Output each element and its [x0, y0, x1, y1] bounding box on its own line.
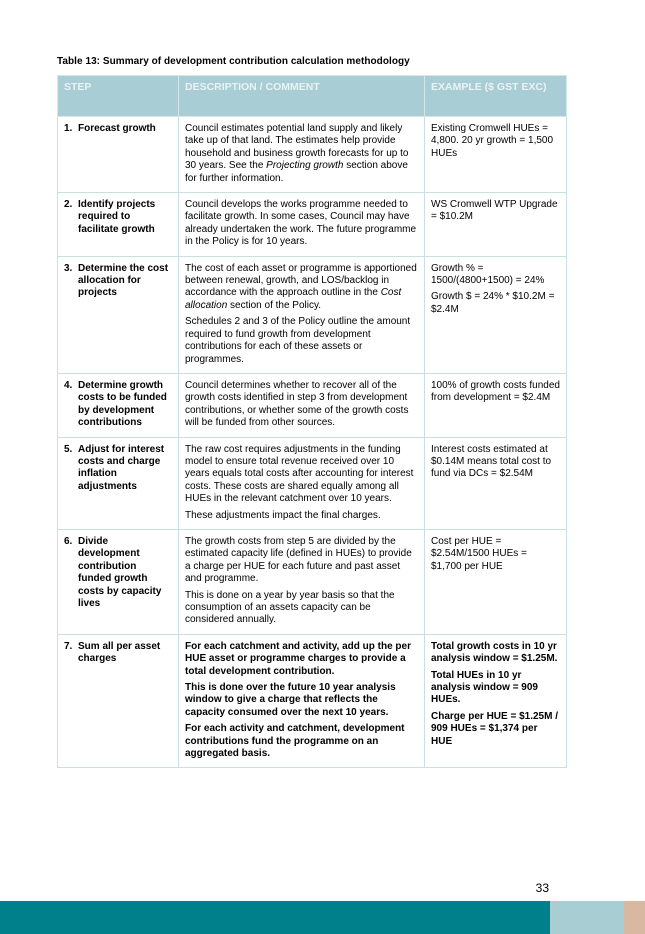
description-paragraph — [185, 444, 418, 506]
header-example: EXAMPLE ($ GST EXC) — [425, 76, 567, 117]
example-cell — [425, 256, 567, 373]
example-cell — [425, 117, 567, 193]
step-number: 4. — [64, 379, 73, 391]
example-cell — [425, 373, 567, 437]
description-cell — [179, 529, 425, 634]
example-text: Total HUEs in 10 yr analysis window = 909 HUEs. — [431, 669, 538, 706]
description-paragraph — [185, 723, 418, 760]
description-text: Council determines whether to recover all of the growth costs identified in step 3 from development contributions, or whether some of the growth costs will be funded from other sources. — [185, 379, 409, 429]
step-name: Divide development contribution funded growth costs by capacity lives — [78, 535, 162, 609]
description-cell — [179, 193, 425, 257]
description-text: Council estimates potential land supply and likely take up of that land. The estimates help provide household and business growth forecasts for up to 30 years. See the — [185, 123, 409, 172]
step-name: Adjust for interest costs and charge inflation adjustments — [78, 443, 165, 492]
header-description: DESCRIPTION / COMMENT — [179, 76, 425, 117]
methodology-table — [57, 75, 567, 768]
step-cell — [58, 634, 179, 768]
description-text: Council develops the works programme needed to facilitate growth. In some cases, Council may have already undertaken the work. The future programme in the Policy is for 10 years. — [185, 199, 417, 248]
description-paragraph — [185, 123, 418, 185]
example-cell — [425, 529, 567, 634]
table-row — [58, 529, 567, 634]
footer-band-teal — [0, 901, 550, 934]
step-cell — [58, 117, 179, 193]
description-paragraph — [185, 682, 418, 719]
description-paragraph — [185, 536, 418, 586]
example-text: Total growth costs in 10 yr analysis window = $1.25M. — [431, 640, 558, 665]
footer-band-light — [550, 901, 624, 934]
step-number: 6. — [64, 535, 73, 547]
table-row — [58, 373, 567, 437]
description-paragraph — [185, 641, 418, 678]
example-cell — [425, 634, 567, 768]
step-cell — [58, 193, 179, 257]
example-text: 100% of growth costs funded from development = $2.4M — [431, 379, 560, 404]
description-text: This is done over the future 10 year analysis window to give a charge that reflects the capacity consumed over the next 10 years. — [185, 682, 396, 718]
table-row — [58, 437, 567, 529]
description-paragraph — [185, 590, 418, 627]
step-cell — [58, 529, 179, 634]
table-row — [58, 193, 567, 257]
description-reference: Cost allocation — [185, 287, 402, 311]
table-row — [58, 117, 567, 193]
description-text: The cost of each asset or programme is apportioned between renewal, growth, and LOS/backlog in accordance with the approach outline in the — [185, 262, 417, 299]
description-reference: Projecting growth — [266, 160, 344, 172]
table-header-row — [58, 76, 567, 117]
step-cell — [58, 256, 179, 373]
step-name: Forecast growth — [78, 123, 156, 134]
footer-band-tan — [624, 901, 645, 934]
step-number: 5. — [64, 443, 73, 455]
description-text: The growth costs from step 5 are divided by the estimated capacity life (defined in HUEs) to provide a charge per HUE for each future and past asset and programme. — [185, 535, 412, 585]
description-cell — [179, 256, 425, 373]
description-paragraph — [185, 316, 418, 366]
description-text: section of the Policy. — [227, 299, 322, 311]
description-cell — [179, 437, 425, 529]
step-name: Identify projects required to facilitate growth — [78, 199, 156, 235]
step-number: 1. — [64, 123, 73, 134]
example-cell — [425, 437, 567, 529]
example-text: Growth % = 1500/(4800+1500) = 24% — [431, 262, 545, 287]
description-text: For each catchment and activity, add up the per HUE asset or programme charges to provide a total development contribution. — [185, 640, 411, 677]
step-number: 7. — [64, 640, 73, 652]
description-text: section above for further information. — [185, 160, 408, 184]
example-text: WS Cromwell WTP Upgrade = $10.2M — [431, 199, 558, 223]
example-text: Interest costs estimated at $0.14M means total cost to fund via DCs = $2.54M — [431, 443, 552, 480]
description-cell — [179, 373, 425, 437]
header-step: STEP — [58, 76, 179, 117]
step-name: Determine the cost allocation for projects — [78, 262, 169, 299]
step-number: 3. — [64, 262, 73, 274]
description-paragraph — [185, 199, 418, 249]
table-caption: Table 13: Summary of development contribution calculation methodology — [57, 56, 410, 67]
example-cell — [425, 193, 567, 257]
description-paragraph — [185, 380, 418, 430]
description-text: Schedules 2 and 3 of the Policy outline the amount required to fund growth from development contributions for each of these assets or programmes. — [185, 316, 411, 365]
example-text: Charge per HUE = $1.25M / 909 HUEs = $1,374 per HUE — [431, 710, 558, 747]
step-cell — [58, 437, 179, 529]
table-row — [58, 256, 567, 373]
example-text: Existing Cromwell HUEs = 4,800. 20 yr growth = 1,500 HUEs — [431, 123, 554, 159]
example-text: Growth $ = 24% * $10.2M = $2.4M — [431, 291, 555, 315]
step-cell — [58, 373, 179, 437]
page-number: 33 — [535, 881, 549, 895]
step-number: 2. — [64, 199, 73, 211]
description-text: The raw cost requires adjustments in the funding model to ensure total revenue received over 10 years equals total costs after accounting for interest costs. These costs are shared equally among all HUEs in the relevant catchment over 10 years. — [185, 443, 414, 505]
description-paragraph — [185, 263, 418, 313]
description-text: These adjustments impact the final charges. — [185, 509, 381, 521]
description-text: This is done on a year by year basis so that the consumption of an assets capacity can be considered annually. — [185, 589, 395, 626]
step-name: Determine growth costs to be funded by development contributions — [78, 379, 167, 429]
example-text: Cost per HUE = $2.54M/1500 HUEs = $1,700 per HUE — [431, 535, 527, 572]
step-name: Sum all per asset charges — [78, 640, 161, 665]
description-cell — [179, 634, 425, 768]
table-row — [58, 634, 567, 768]
description-cell — [179, 117, 425, 193]
description-paragraph — [185, 510, 418, 522]
description-text: For each activity and catchment, development contributions fund the programme on an aggregated basis. — [185, 723, 405, 760]
